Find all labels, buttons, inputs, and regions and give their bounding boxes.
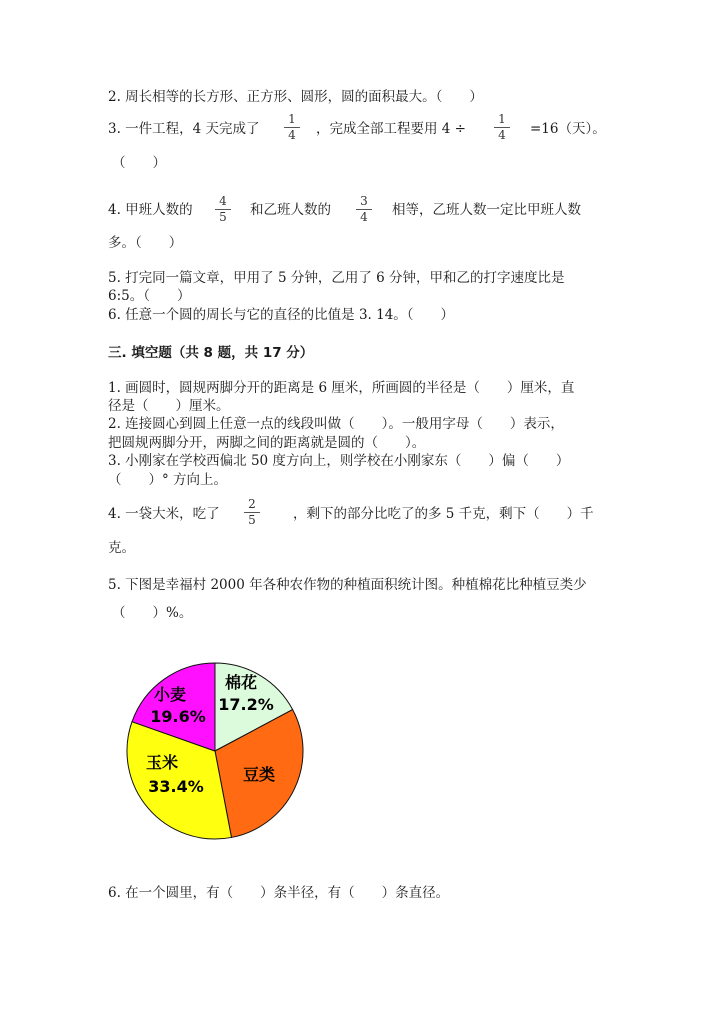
judge-q3-part-c: =16（天）。 [530,121,606,137]
judge-q4-part-d: 多。（ ） [108,235,183,251]
fraction-one-quarter: 1 4 [282,113,302,142]
judge-q4-part-a: 4. 甲班人数的 [108,202,193,218]
fill-q3-line1: 3. 小刚家在学校西偏北 50 度方向上，则学校在小刚家东（ ）偏（ ） [108,453,570,469]
judge-q4-part-c: 相等，乙班人数一定比甲班人数 [392,202,581,218]
fraction-three-quarters: 3 4 [354,195,374,224]
judge-q5-line2: 6:5。（ ） [108,288,191,304]
judge-q4-part-b: 和乙班人数的 [250,202,331,218]
fill-q2-line1: 2. 连接圆心到圆上任意一点的线段叫做（ ）。一般用字母（ ）表示， [108,416,564,432]
pie-label-value-0: 17.2% [218,695,274,714]
pie-label-name-2: 玉米 [145,753,179,772]
fill-q6: 6. 在一个圆里，有（ ）条半径，有（ ）条直径。 [108,885,450,901]
crop-area-pie-chart [118,656,318,856]
fill-q3-line2: （ ）° 方向上。 [108,472,228,488]
fill-q1-line1: 1. 画圆时，圆规两脚分开的距离是 6 厘米，所画圆的半径是（ ）厘米，直 [108,380,575,396]
judge-q3-part-b: ，完成全部工程要用 4 ÷ [316,121,466,137]
section-heading-fill-blank: 三. 填空题（共 8 题，共 17 分） [108,345,314,361]
judge-q3-part-a: 3. 一件工程，4 天完成了 [108,121,260,137]
fill-q1-line2: 径是（ ）厘米。 [108,398,230,414]
fill-q5-line1: 5. 下图是幸福村 2000 年各种农作物的种植面积统计图。种植棉花比种植豆类少 [108,577,587,593]
pie-label-name-3: 小麦 [153,685,187,704]
pie-label-name-1: 豆类 [242,765,276,784]
fraction-one-quarter-2: 1 4 [492,113,512,142]
fraction-two-fifths: 2 5 [242,498,262,527]
judge-q5-line1: 5. 打完同一篇文章，甲用了 5 分钟，乙用了 6 分钟，甲和乙的打字速度比是 [108,270,565,286]
fill-q4-part-a: 4. 一袋大米，吃了 [108,506,220,522]
fill-q5-line2: （ ）%。 [112,605,193,621]
judge-q3-answer-paren: （ ） [112,155,166,171]
fill-q2-line2: 把圆规两脚分开，两脚之间的距离就是圆的（ ）。 [108,435,426,451]
pie-label-value-2: 33.4% [148,777,204,796]
fill-q4-part-c: 克。 [108,540,135,556]
fraction-four-fifths: 4 5 [213,195,233,224]
pie-label-value-3: 19.6% [150,707,206,726]
judge-q2: 2. 周长相等的长方形、正方形、圆形，圆的面积最大。（ ） [108,89,483,105]
pie-label-name-0: 棉花 [224,673,258,692]
judge-q6: 6. 任意一个圆的周长与它的直径的比值是 3. 14。（ ） [108,307,455,323]
fill-q4-part-b: ，剩下的部分比吃了的多 5 千克，剩下（ ）千 [293,506,594,522]
